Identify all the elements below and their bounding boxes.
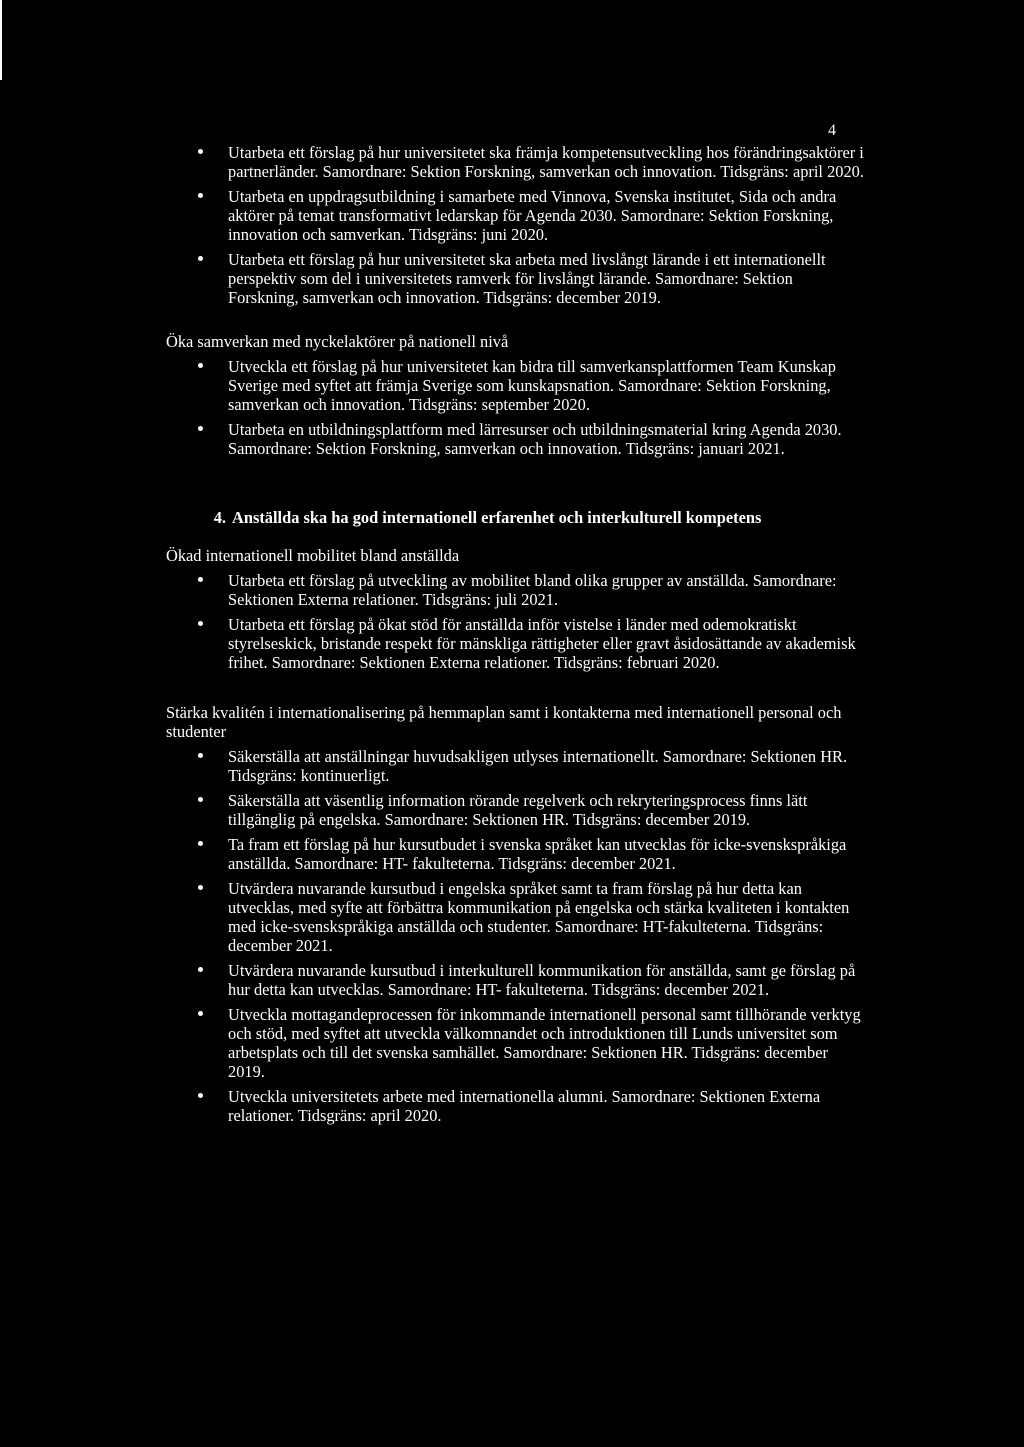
list-item: Utarbeta en utbildningsplattform med lärresurser och utbildningsmaterial kring Agenda 2030. Samordnare: Sektion Forskning, samverkan och innovation. Tidsgräns: januari 2021. (166, 420, 866, 458)
document-body (166, 143, 866, 1131)
list-internationalisation-at-home (166, 747, 866, 1125)
subheading-internationalisation-at-home: Stärka kvalitén i internationalisering på hemmaplan samt i kontakterna med internationell personal och studenter (166, 703, 842, 741)
page-number: 4 (828, 122, 836, 139)
list-item: Utveckla ett förslag på hur universitetet kan bidra till samverkansplattformen Team Kunskap Sverige med syftet att främja Sverige som kunskapsnation. Samordnare: Sektion Forskning, samverkan och innovation. Tidsgräns: september 2020. (166, 357, 866, 414)
list-national-collaboration (166, 357, 866, 458)
list-item: Utarbeta en uppdragsutbildning i samarbete med Vinnova, Svenska institutet, Sida och andra aktörer på temat transformativt ledarskap för Agenda 2030. Samordnare: Sektion Forskning, innovation och samverkan. Tidsgräns: juni 2020. (166, 187, 866, 244)
list-partner-countries (166, 143, 866, 307)
list-item: Utarbeta ett förslag på ökat stöd för anställda inför vistelse i länder med odemokratiskt styrelseskick, bristande respekt för mänskliga rättigheter eller gravt åsidosättande av akademisk frihet. Samordnare: Sektionen Externa relationer. Tidsgräns: februari 2020. (166, 615, 866, 672)
list-staff-mobility (166, 571, 866, 672)
list-item: Utarbeta ett förslag på hur universitetet ska arbeta med livslångt lärande i ett internationellt perspektiv som del i universitetets ramverk för livslångt lärande. Samordnare: Sektion Forskning, samverkan och innovation. Tidsgräns: december 2019. (166, 250, 866, 307)
section-heading (166, 508, 866, 527)
subheading-national-collaboration: Öka samverkan med nyckelaktörer på nationell nivå (166, 332, 509, 351)
list-item: Utarbeta ett förslag på hur universitetet ska främja kompetensutveckling hos förändringsaktörer i partnerländer. Samordnare: Sektion Forskning, samverkan och innovation. Tidsgräns: april 2020. (166, 143, 866, 181)
list-item: Ta fram ett förslag på hur kursutbudet i svenska språket kan utvecklas för icke-svenskspråkiga anställda. Samordnare: HT- fakulteterna. Tidsgräns: december 2021. (166, 835, 866, 873)
list-item: Utvärdera nuvarande kursutbud i engelska språket samt ta fram förslag på hur detta kan utvecklas, med syfte att förbättra kommunikation på engelska och stärka kvaliteten i kontakten med icke-svenskspråkiga anställda och studenter. Samordnare: HT-fakulteterna. Tidsgräns: december 2021. (166, 879, 866, 955)
list-item: Utveckla universitetets arbete med internationella alumni. Samordnare: Sektionen Externa relationer. Tidsgräns: april 2020. (166, 1087, 866, 1125)
list-item: Säkerställa att anställningar huvudsakligen utlyses internationellt. Samordnare: Sektionen HR. Tidsgräns: kontinuerligt. (166, 747, 866, 785)
scan-edge-mark (0, 0, 2, 80)
section-number: 4. (213, 508, 226, 527)
section-title: Anställda ska ha god internationell erfarenhet och interkulturell kompetens (232, 508, 762, 527)
list-item: Utvärdera nuvarande kursutbud i interkulturell kommunikation för anställda, samt ge förslag på hur detta kan utvecklas. Samordnare: HT- fakulteterna. Tidsgräns: december 2021. (166, 961, 866, 999)
list-item: Utveckla mottagandeprocessen för inkommande internationell personal samt tillhörande verktyg och stöd, med syftet att utveckla välkomnandet och introduktionen till Lunds universitet som arbetsplats och till det svenska samhället. Samordnare: Sektionen HR. Tidsgräns: december 2019. (166, 1005, 866, 1081)
list-item: Säkerställa att väsentlig information rörande regelverk och rekryteringsprocess finns lätt tillgänglig på engelska. Samordnare: Sektionen HR. Tidsgräns: december 2019. (166, 791, 866, 829)
list-item: Utarbeta ett förslag på utveckling av mobilitet bland olika grupper av anställda. Samordnare: Sektionen Externa relationer. Tidsgräns: juli 2021. (166, 571, 866, 609)
subheading-staff-mobility: Ökad internationell mobilitet bland anställda (166, 546, 460, 565)
